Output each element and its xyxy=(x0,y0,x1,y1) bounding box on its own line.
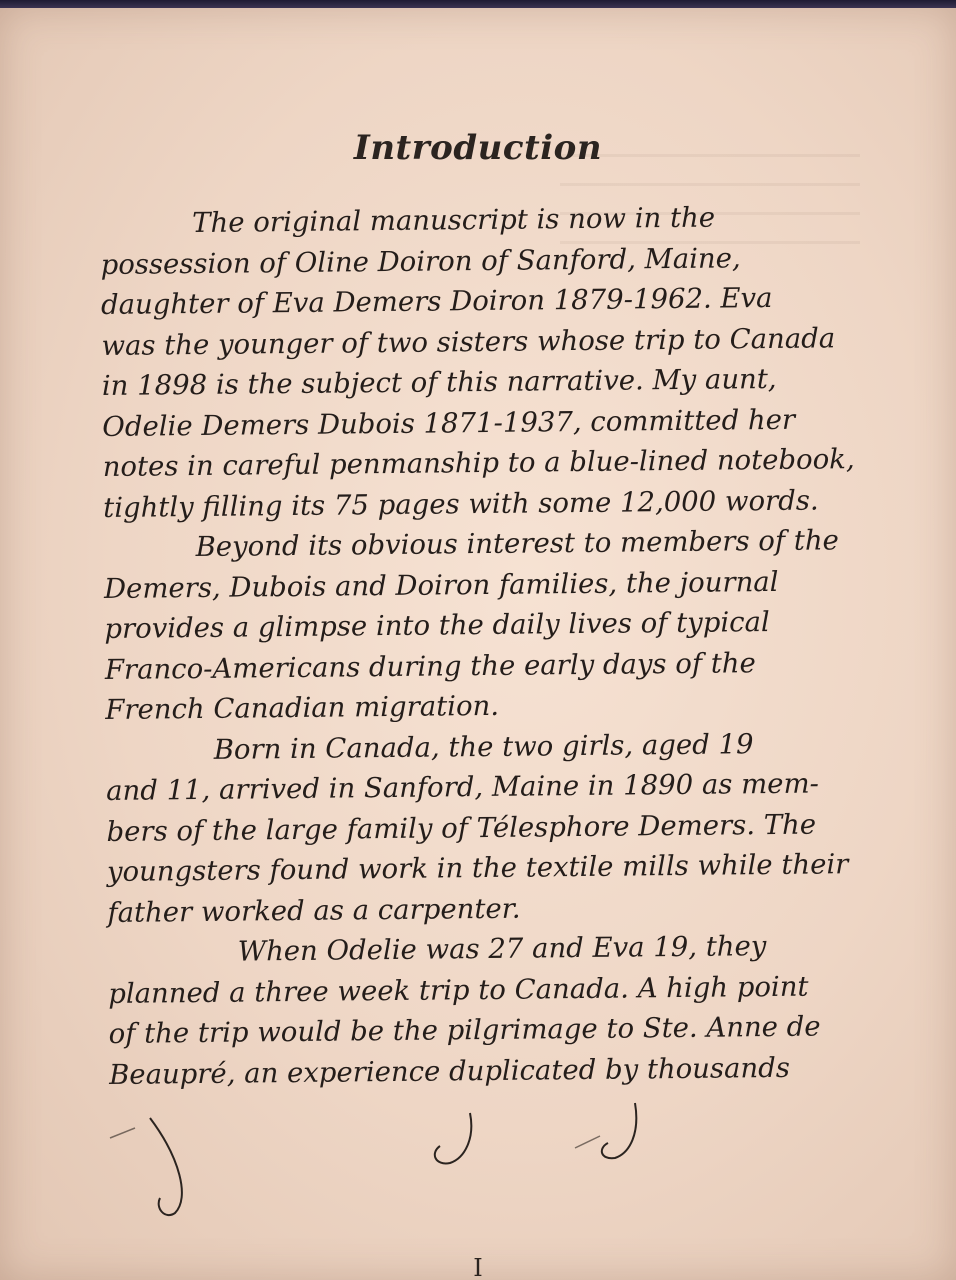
text-line: planned a three week trip to Canada. A high point xyxy=(108,970,809,1010)
descender-flourish xyxy=(602,1103,636,1158)
text-line: daughter of Eva Demers Doiron 1879-1962. Eva xyxy=(100,281,773,321)
text-line: Franco-Americans during the early days of the xyxy=(104,646,756,686)
page-title: Introduction xyxy=(353,128,603,168)
pen-flourishes xyxy=(0,8,956,1280)
descender-flourish xyxy=(435,1113,472,1163)
text-line: Odelie Demers Dubois 1871-1937, committed her xyxy=(102,403,796,443)
text-line: Born in Canada, the two girls, aged 19 xyxy=(213,727,754,766)
background-edge xyxy=(0,0,956,8)
text-line: The original manuscript is now in the xyxy=(192,201,716,240)
text-line: father worked as a carpenter. xyxy=(107,892,521,929)
pen-stroke xyxy=(110,1128,135,1138)
text-line: notes in careful penmanship to a blue-lined notebook, xyxy=(102,443,855,483)
pen-stroke xyxy=(575,1136,600,1148)
descender-flourish xyxy=(150,1118,182,1215)
text-line: Demers, Dubois and Doiron families, the journal xyxy=(103,565,779,605)
text-line: provides a glimpse into the daily lives of typical xyxy=(104,606,770,645)
text-line: tightly filling its 75 pages with some 12,000 words. xyxy=(103,483,819,524)
text-line: was the younger of two sisters whose trip to Canada xyxy=(101,321,836,362)
text-line: possession of Oline Doiron of Sanford, Maine, xyxy=(100,241,741,281)
text-line: in 1898 is the subject of this narrative. My aunt, xyxy=(101,362,777,402)
text-line: bers of the large family of Télesphore Demers. The xyxy=(106,808,817,848)
text-line: youngsters found work in the textile mills while their xyxy=(106,848,849,888)
text-line: Beaupré, an experience duplicated by thousands xyxy=(108,1051,791,1091)
text-line: of the trip would be the pilgrimage to Ste. Anne de xyxy=(108,1010,821,1050)
page-number: I xyxy=(473,1254,483,1280)
text-line: French Canadian migration. xyxy=(105,689,500,726)
text-line: When Odelie was 27 and Eva 19, they xyxy=(237,930,767,968)
text-line: and 11, arrived in Sanford, Maine in 1890 as mem- xyxy=(105,767,820,807)
notebook-page xyxy=(0,8,956,1280)
text-line: Beyond its obvious interest to members of the xyxy=(195,524,840,564)
